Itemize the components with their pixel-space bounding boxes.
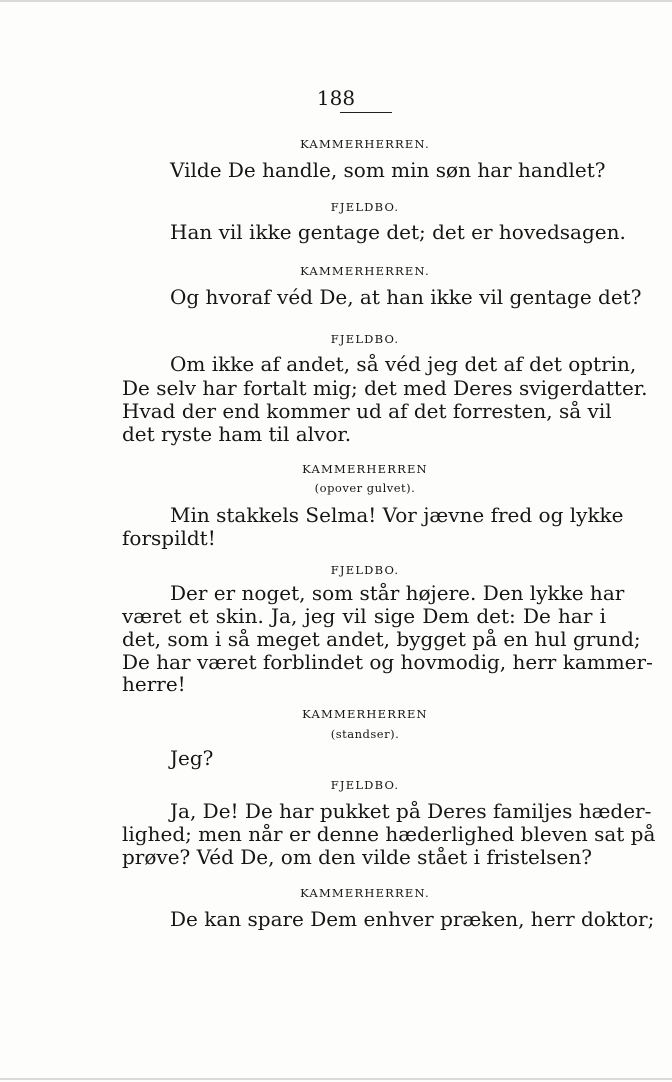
page-number-rule: [340, 112, 392, 113]
speaker-name: KAMMERHERREN.: [300, 137, 430, 151]
dialogue-line: Hvad der end kommer ud af det forresten, så vil: [122, 399, 612, 423]
speaker-name: KAMMERHERREN: [302, 707, 428, 721]
dialogue-line: Vilde De handle, som min søn har handlet?: [170, 158, 606, 182]
dialogue-line: De kan spare Dem enhver præken, herr doktor;: [170, 907, 655, 931]
dialogue-line: været et skin. Ja, jeg vil sige Dem det: De har i: [122, 604, 606, 628]
speaker-name: KAMMERHERREN: [302, 462, 428, 476]
dialogue-line: Om ikke af andet, så véd jeg det af det optrin,: [170, 352, 637, 376]
dialogue-line: forspildt!: [122, 526, 216, 550]
page-number: 188: [316, 86, 356, 110]
speaker-name: FJELDBO.: [330, 778, 400, 792]
dialogue-line: lighed; men når er denne hæderlighed bleven sat på: [122, 822, 656, 846]
page-edge-bottom: [0, 1078, 672, 1080]
page-edge-top: [0, 0, 672, 2]
stage-direction: (standser).: [330, 727, 400, 741]
dialogue-line: Og hvoraf véd De, at han ikke vil gentage det?: [170, 285, 642, 309]
dialogue-line: De har været forblindet og hovmodig, herr kammer-: [122, 650, 653, 674]
dialogue-line: Jeg?: [170, 746, 214, 770]
speaker-name: FJELDBO.: [330, 563, 400, 577]
stage-direction: (opover gulvet).: [314, 481, 416, 495]
speaker-name: FJELDBO.: [330, 332, 400, 346]
dialogue-line: Han vil ikke gentage det; det er hovedsagen.: [170, 220, 626, 244]
dialogue-line: herre!: [122, 672, 186, 696]
dialogue-line: De selv har fortalt mig; det med Deres svigerdatter.: [122, 376, 648, 400]
dialogue-line: Der er noget, som står højere. Den lykke har: [170, 581, 625, 605]
dialogue-line: Min stakkels Selma! Vor jævne fred og lykke: [170, 503, 624, 527]
dialogue-line: det ryste ham til alvor.: [122, 422, 352, 446]
dialogue-line: prøve? Véd De, om den vilde stået i fristelsen?: [122, 845, 592, 869]
dialogue-line: Ja, De! De har pukket på Deres familjes hæder-: [170, 799, 652, 823]
dialogue-line: det, som i så meget andet, bygget på en hul grund;: [122, 627, 641, 651]
speaker-name: KAMMERHERREN.: [300, 264, 430, 278]
speaker-name: FJELDBO.: [330, 200, 400, 214]
speaker-name: KAMMERHERREN.: [300, 886, 430, 900]
